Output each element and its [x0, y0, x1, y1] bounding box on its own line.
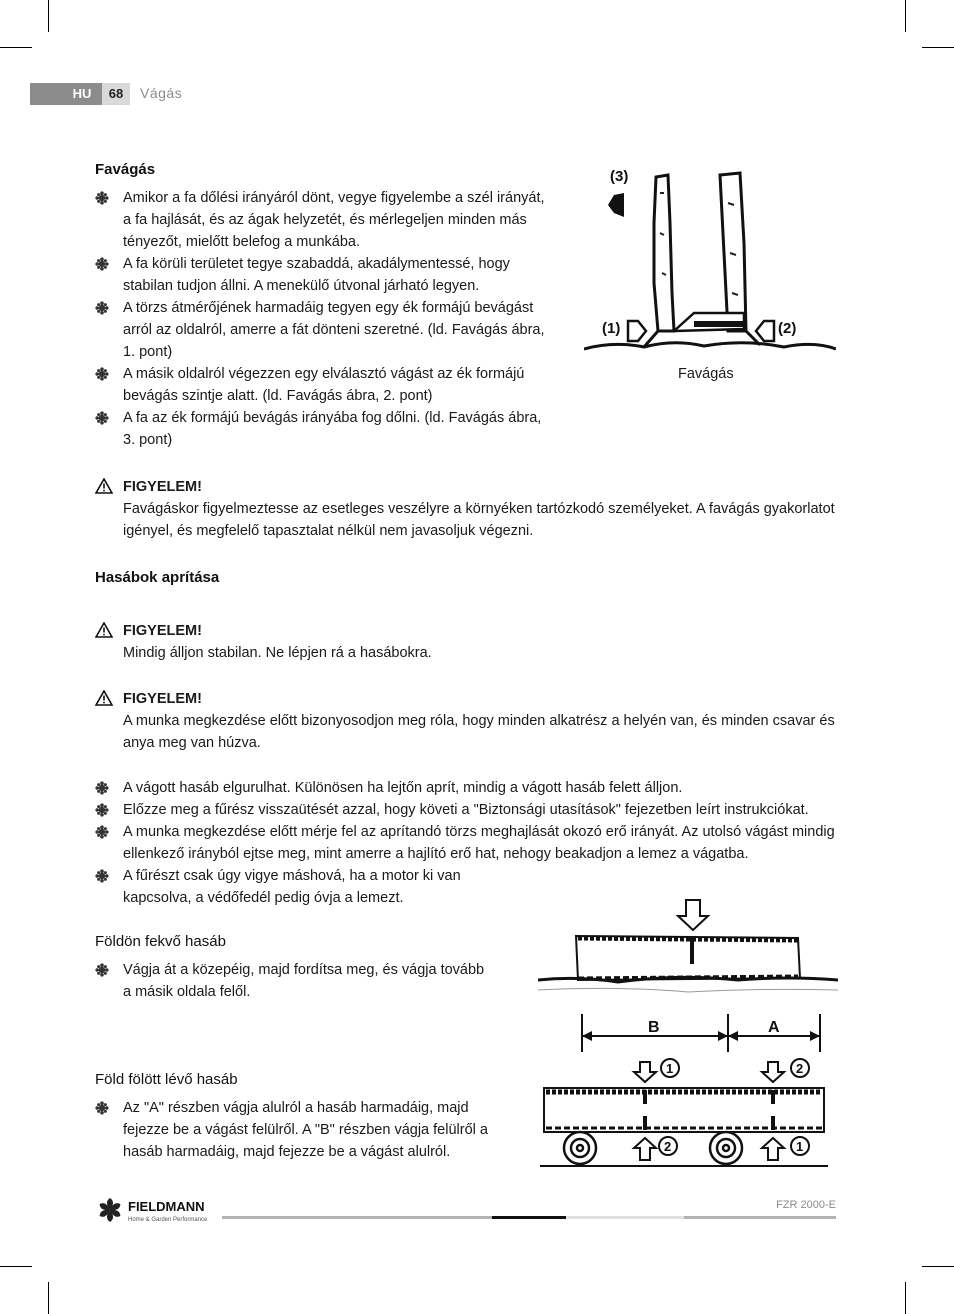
cut-arrow-up-icon	[762, 1138, 784, 1160]
figure-label-1: (1)	[602, 320, 621, 337]
step-number: 1	[796, 1139, 804, 1154]
back-cut	[694, 321, 744, 327]
bucking-bullet-list-cont	[95, 865, 495, 909]
language-code: HU	[72, 86, 92, 101]
model-number: FZR 2000-E	[776, 1199, 836, 1211]
flower-bullet-icon	[95, 803, 109, 817]
brand-logo	[96, 1196, 224, 1229]
step-number: 2	[796, 1061, 804, 1076]
bucking-bullet-list	[95, 777, 840, 865]
warning-block	[95, 620, 840, 664]
flower-bullet-icon	[95, 781, 109, 795]
saw-cut	[771, 1090, 775, 1104]
list-item	[95, 821, 840, 865]
arrow-left-icon	[756, 321, 774, 341]
footer-rule	[222, 1216, 492, 1219]
crop-mark	[48, 0, 49, 32]
saw-cut	[643, 1116, 647, 1130]
log	[576, 936, 800, 980]
bullet-text: Amikor a fa dőlési irányáról dönt, vegye figyelembe a szél irányát, a fa hajlását, és az ágak helyzetét, és mérlegeljen minden más tényezőt, mielőtt belefog a munkába.	[123, 190, 545, 250]
bullet-text: Az "A" részben vágja alulról a hasáb harmadáig, majd fejezze be a vágást felülről. A "B" részben vágja felülről a hasáb harmadáig, majd fejezze be a vágást alulról.	[123, 1100, 488, 1160]
list-item	[95, 253, 555, 297]
felling-bullet-list	[95, 187, 555, 451]
list-item	[95, 865, 495, 909]
saw-cut	[690, 938, 694, 964]
cut-arrow-down-icon	[634, 1062, 656, 1082]
bullet-text: A vágott hasáb elgurulhat. Különösen ha lejtőn aprít, mindig a vágott hasáb felett álljon.	[123, 780, 683, 796]
brand-emblem-icon	[96, 1196, 224, 1224]
bullet-text: A munka megkezdése előtt mérje fel az aprítandó törzs meghajlását okozó erő irányát. Az utolsó vágást mindig ellenkező irányból ejtse meg, mint amerre a hajlító erő hat, nehogy beakadjon a lemez a vágatba.	[123, 824, 835, 862]
raised-log-list	[95, 1097, 495, 1163]
warning-block	[95, 476, 840, 542]
ground-log-list	[95, 959, 495, 1003]
list-item	[95, 1097, 495, 1163]
flower-bullet-icon	[95, 869, 109, 883]
crop-mark	[922, 47, 954, 48]
raised-log-figure	[538, 1010, 830, 1170]
flower-bullet-icon	[95, 411, 109, 425]
bullet-text: A fa körüli területet tegye szabaddá, akadálymentessé, hogy stabilan tudjon állni. A menekülő útvonal járható legyen.	[123, 256, 510, 294]
list-item	[95, 799, 840, 821]
bucking-heading: Hasábok aprítása	[95, 569, 220, 586]
ground-line	[584, 343, 836, 349]
ground-log-heading: Földön fekvő hasáb	[95, 933, 226, 950]
flower-bullet-icon	[95, 301, 109, 315]
page-number: 68	[102, 83, 130, 105]
warning-triangle-icon	[95, 690, 113, 706]
fall-direction-arrow-icon	[608, 193, 624, 217]
crop-mark	[922, 1266, 954, 1267]
bullet-text: Vágja át a közepéig, majd fordítsa meg, és vágja tovább a másik oldala felől.	[123, 962, 485, 1000]
warning-title: FIGYELEM!	[123, 691, 202, 707]
list-item	[95, 297, 555, 363]
list-item	[95, 777, 840, 799]
bullet-text: A fa az ék formájú bevágás irányába fog dőlni. (ld. Favágás ábra, 3. pont)	[123, 410, 542, 448]
figure-label-2: (2)	[778, 320, 797, 337]
footer-rule	[684, 1216, 836, 1219]
felling-figure	[584, 163, 836, 359]
footer-rule-light	[566, 1216, 684, 1219]
tree-trunk-right	[720, 173, 746, 331]
figure-label-3: (3)	[610, 168, 629, 185]
bullet-text: Előzze meg a fűrész visszaütését azzal, hogy követi a "Biztonsági utasítások" fejezetben leírt instrukciókat.	[123, 802, 809, 818]
flower-bullet-icon	[95, 963, 109, 977]
tree-trunk-left	[654, 175, 674, 331]
step-number: 2	[664, 1139, 672, 1154]
log	[544, 1088, 824, 1132]
brand-tagline: Home & Garden Performance	[128, 1217, 208, 1223]
felling-heading: Favágás	[95, 161, 156, 178]
flower-bullet-icon	[95, 191, 109, 205]
cut-arrow-down-icon	[678, 900, 708, 930]
step-number: 1	[666, 1061, 674, 1076]
dimension-label-a: A	[768, 1019, 780, 1036]
crop-mark	[905, 1282, 906, 1314]
crop-mark	[48, 1282, 49, 1314]
flower-bullet-icon	[95, 257, 109, 271]
figure-caption: Favágás	[678, 366, 734, 382]
log-support-left	[564, 1132, 596, 1164]
list-item	[95, 407, 555, 451]
dimension-label-b: B	[648, 1019, 660, 1036]
ground-log-figure	[538, 896, 838, 1004]
warning-title: FIGYELEM!	[123, 623, 202, 639]
crop-mark	[0, 1266, 32, 1267]
warning-title: FIGYELEM!	[123, 479, 202, 495]
warning-text: Mindig álljon stabilan. Ne lépjen rá a hasábokra.	[123, 645, 432, 661]
brand-name: FIELDMANN	[128, 1199, 205, 1214]
cut-arrow-up-icon	[634, 1138, 656, 1160]
crop-mark	[0, 47, 32, 48]
list-item	[95, 363, 555, 407]
log-support-right	[710, 1132, 742, 1164]
flower-bullet-icon	[95, 367, 109, 381]
warning-triangle-icon	[95, 622, 113, 638]
list-item	[95, 187, 555, 253]
flower-bullet-icon	[95, 825, 109, 839]
crop-mark	[905, 0, 906, 32]
bullet-text: A fűrészt csak úgy vigye máshová, ha a motor ki van kapcsolva, a védőfedél pedig óvja a lemezt.	[123, 868, 461, 906]
warning-block	[95, 688, 840, 754]
arrow-right-icon	[628, 321, 646, 341]
bullet-text: A törzs átmérőjének harmadáig tegyen egy ék formájú bevágást arról az oldalról, amerre a fát dönteni szeretné. (ld. Favágás ábra, 1. pont)	[123, 300, 545, 360]
warning-triangle-icon	[95, 478, 113, 494]
section-title: Vágás	[140, 85, 183, 101]
cut-arrow-down-icon	[762, 1062, 784, 1082]
warning-text: Favágáskor figyelmeztesse az esetleges veszélyre a környéken tartózkodó személyeket. A favágás gyakorlatot igényel, és megfelelő tapasztalat nélkül nem javasoljuk végezni.	[123, 501, 835, 539]
warning-text: A munka megkezdése előtt bizonyosodjon meg róla, hogy minden alkatrész a helyén van, és minden csavar és anya meg van húzva.	[123, 713, 835, 751]
flower-bullet-icon	[95, 1101, 109, 1115]
bullet-text: A másik oldalról végezzen egy elválasztó vágást az ék formájú bevágás szintje alatt. (ld. Favágás ábra, 2. pont)	[123, 366, 525, 404]
footer-rule-dark	[492, 1216, 566, 1219]
saw-cut	[643, 1090, 647, 1104]
list-item	[95, 959, 495, 1003]
saw-cut	[771, 1116, 775, 1130]
raised-log-heading: Föld fölött lévő hasáb	[95, 1071, 238, 1088]
